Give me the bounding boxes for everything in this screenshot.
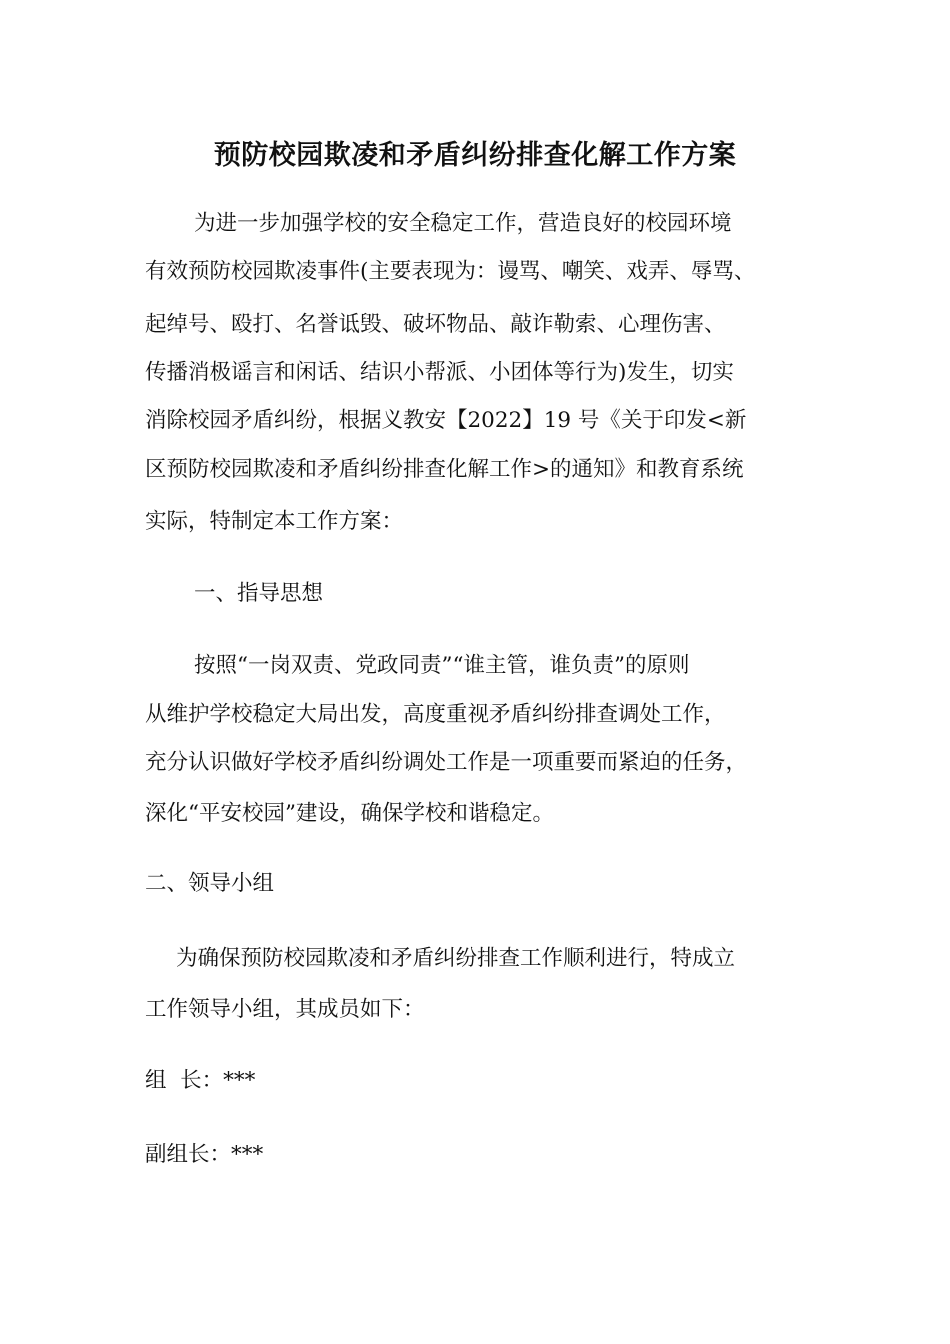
deputy-line: 副组长：*** [145, 1142, 264, 1167]
section2-heading: 二、领导小组 [145, 871, 275, 896]
intro-line-4: 传播消极谣言和闲话、结识小帮派、小团体等行为)发生，切实 [145, 360, 734, 385]
intro-line-7: 实际，特制定本工作方案： [145, 509, 404, 534]
intro-line-5: 消除校园矛盾纠纷，根据义教安【2022】19 号《关于印发<新 [145, 408, 747, 433]
intro-line-1: 为进一步加强学校的安全稳定工作，营造良好的校园环境 [194, 211, 732, 236]
section1-heading: 一、指导思想 [194, 581, 324, 606]
section1-line-1: 按照“一岗双责、党政同责”“谁主管，谁负责”的原则 [194, 653, 690, 678]
intro-line-2: 有效预防校园欺凌事件(主要表现为：谩骂、嘲笑、戏弄、辱骂、 [145, 259, 756, 284]
intro-line-3: 起绰号、殴打、名誉诋毁、破坏物品、敲诈勒索、心理伤害、 [145, 312, 726, 337]
section2-line-2: 工作领导小组，其成员如下： [145, 997, 425, 1022]
section2-line-1: 为确保预防校园欺凌和矛盾纠纷排查工作顺利进行，特成立 [176, 946, 736, 971]
section1-line-2: 从维护学校稳定大局出发，高度重视矛盾纠纷排查调处工作， [145, 702, 726, 727]
intro-line-6: 区预防校园欺凌和矛盾纠纷排查化解工作>的通知》和教育系统 [145, 457, 744, 482]
leader-line: 组 长：*** [145, 1068, 256, 1093]
section1-line-3: 充分认识做好学校矛盾纠纷调处工作是一项重要而紧迫的任务， [145, 750, 748, 775]
document-title: 预防校园欺凌和矛盾纠纷排查化解工作方案 [213, 140, 737, 171]
section1-line-4: 深化“平安校园”建设，确保学校和谐稳定。 [145, 801, 554, 826]
